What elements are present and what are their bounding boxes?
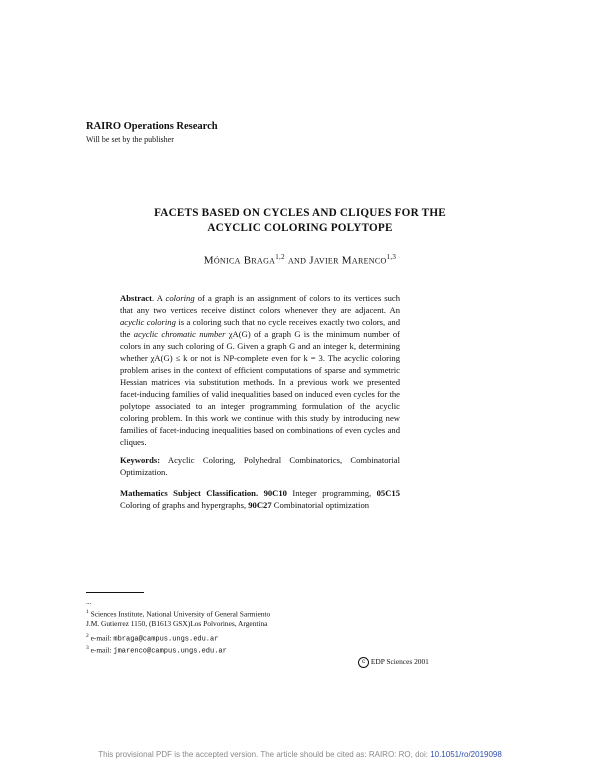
footnote-dots: ... (86, 597, 92, 606)
msc-desc: Combinatorial optimization (271, 500, 370, 510)
footnote-3-email[interactable]: jmarenco@campus.ungs.edu.ar (113, 647, 227, 656)
author-2-affil: 1,3 (386, 253, 397, 261)
msc-label: Mathematics Subject Classification. (120, 488, 259, 498)
publisher-note: Will be set by the publisher (86, 135, 174, 144)
author-1: Mónica Braga (203, 254, 276, 267)
abstract-label: Abstract (120, 293, 152, 303)
journal-name: RAIRO Operations Research (86, 121, 218, 132)
footnote-1-line-2: J.M. Gutierrez 1150, (B1613 GSX)Los Polvorines, Argentina (86, 619, 268, 628)
abstract-text: is a coloring such that no cycle receives exactly two colors, and the (120, 317, 400, 339)
copyright-text: EDP Sciences 2001 (369, 657, 429, 667)
title-line-2: ACYCLIC COLORING POLYTOPE (207, 222, 393, 234)
footnote-1 (86, 607, 270, 619)
footnote-2-mark: 2 (86, 633, 89, 639)
msc-desc: Integer programming, (286, 488, 377, 498)
author-2: Javier Marenco (309, 254, 387, 267)
abstract-text: χA(G) of a graph G is the minimum number of colors in any such coloring of G. Given a graph G and an integer k, determining whether χA(G) ≤ k or not is NP-complete even for k = 3. The acyclic coloring problem arises in the context of efficient computations of sparse and symmetric Hessian matrices via substitution methods. In a previous work we presented facet-inducing families of valid inequalities based on induced even cycles for the polytope associated to an integer programming formulation of the acyclic coloring problem. In this work we continue with this study by introducing new families of facet-inducing inequalities based on combinations of even cycles and cliques. (120, 329, 400, 447)
title-line-1: FACETS BASED ON CYCLES AND CLIQUES FOR THE (154, 207, 446, 219)
keywords-text: Acyclic Coloring, Polyhedral Combinatorics, Combinatorial Optimization. (120, 455, 400, 477)
msc-code: 05C15 (376, 488, 400, 498)
abstract (120, 292, 400, 448)
footnote-3 (86, 643, 227, 656)
footnote-1-line-1: Sciences Institute, National University of General Sarmiento (88, 609, 271, 619)
abstract-term: acyclic chromatic number (133, 329, 226, 339)
subject-classification (120, 487, 400, 511)
paper-title (60, 206, 540, 236)
abstract-text: of a graph is an assignment of colors to its vertices such that any two vertices receive distinct colors whenever they are adjacent. An (120, 293, 400, 315)
keywords (120, 454, 400, 478)
msc-code: 90C27 (248, 500, 272, 510)
copyright-notice (358, 657, 429, 668)
msc-code: 90C10 (263, 488, 287, 498)
footnote-rule (86, 592, 144, 593)
doi-link[interactable]: 10.1051/ro/2019098 (430, 750, 502, 759)
footnote-3-mark: 3 (86, 645, 89, 651)
provisional-text: This provisional PDF is the accepted version. The article should be cited as: RAIRO: RO, doi: (98, 750, 431, 759)
footnote-2-email[interactable]: mbraga@campus.ungs.edu.ar (113, 635, 219, 644)
author-1-affil: 1,2 (275, 253, 285, 261)
author-conj: and (287, 254, 307, 267)
abstract-term: acyclic coloring (120, 317, 176, 327)
author-list (60, 253, 540, 267)
msc-desc: Coloring of graphs and hypergraphs, (120, 500, 249, 510)
abstract-term: coloring (165, 293, 195, 303)
copyright-icon: c (358, 657, 369, 668)
footnote-3-label: e-mail: (88, 645, 114, 655)
provisional-banner (0, 750, 600, 759)
keywords-label: Keywords: (120, 455, 161, 465)
footnote-2-label: e-mail: (88, 633, 114, 643)
footnote-1-mark: 1 (86, 609, 89, 615)
abstract-text: . A (151, 293, 166, 303)
